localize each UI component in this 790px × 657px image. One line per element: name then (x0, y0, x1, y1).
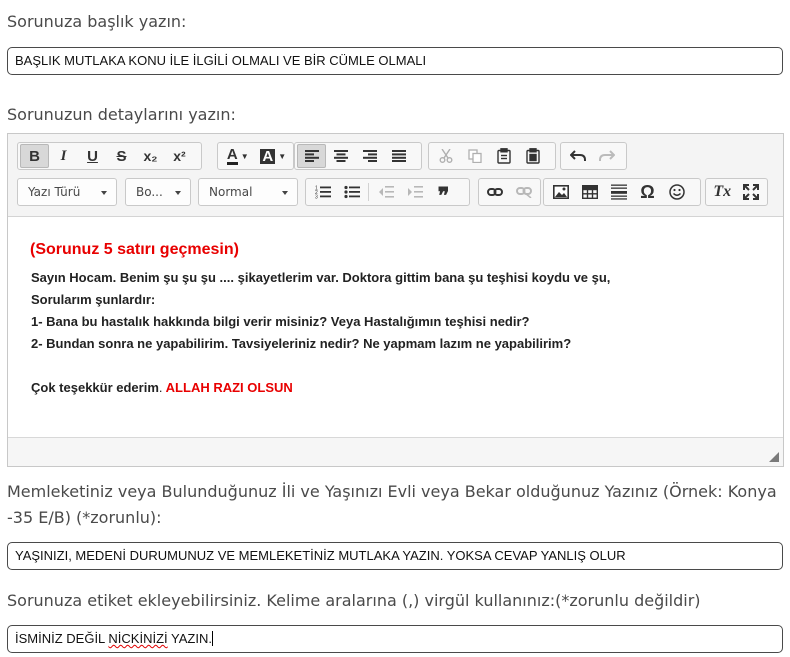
strikethrough-icon: S (116, 147, 127, 165)
font-family-select-value: Yazı Türü (28, 185, 81, 199)
svg-text:3: 3 (314, 194, 318, 199)
cut-button[interactable] (431, 144, 460, 168)
smiley-icon (669, 184, 685, 200)
numbered-list-button[interactable] (308, 180, 337, 204)
clipboard-group (428, 142, 556, 170)
title-input-value: BAŞLIK MUTLAKA KONU İLE İLGİLİ OLMALI VE BİR CÜMLE OLMALI (15, 53, 427, 68)
tags-label: Sorunuza etiket ekleyebilirsiniz. Kelime aralarına (,) virgül kullanınız:(*zorunlu değildir) (7, 591, 701, 610)
tools-group (705, 178, 768, 206)
editor-content-area[interactable] (8, 217, 783, 438)
text-color-button[interactable] (220, 144, 256, 168)
superscript-icon: x² (173, 148, 186, 164)
editor-resize-handle[interactable] (769, 452, 779, 462)
indent-button[interactable] (400, 180, 429, 204)
history-group (560, 142, 627, 170)
chevron-down-icon (175, 191, 181, 195)
details-label: Sorunuzun detaylarını yazın: (7, 105, 236, 124)
undo-icon (570, 150, 586, 162)
redo-icon (599, 150, 615, 162)
image-icon (553, 185, 569, 199)
bold-icon: B (29, 147, 40, 165)
redo-button[interactable] (592, 144, 621, 168)
subscript-button[interactable] (136, 144, 165, 168)
unlink-button[interactable] (510, 180, 539, 204)
link-icon (487, 187, 503, 197)
align-group (294, 142, 422, 170)
align-justify-button[interactable] (384, 144, 413, 168)
editor-thanks-line (31, 380, 293, 395)
basic-styles-group (17, 142, 202, 170)
table-icon (582, 185, 598, 199)
rich-text-editor (7, 133, 784, 467)
location-input-value: YAŞINIZI, MEDENİ DURUMUNUZ VE MEMLEKETİNİZ MUTLAKA YAZIN. YOKSA CEVAP YANLIŞ OLUR (15, 548, 626, 563)
maximize-icon (743, 184, 759, 200)
toolbar-divider (368, 183, 369, 201)
numbered-list-icon (315, 185, 331, 199)
align-left-icon (305, 150, 319, 162)
paste-text-button[interactable] (518, 144, 547, 168)
emoji-button[interactable] (662, 180, 691, 204)
title-label: Sorunuza başlık yazın: (7, 12, 187, 31)
align-left-button[interactable] (297, 144, 326, 168)
chevron-down-icon: ▼ (240, 151, 249, 161)
paste-button[interactable] (489, 144, 518, 168)
special-char-button[interactable] (633, 180, 662, 204)
omega-icon: Ω (640, 181, 655, 202)
horizontal-rule-button[interactable] (604, 180, 633, 204)
bold-button[interactable] (20, 144, 49, 168)
align-center-button[interactable] (326, 144, 355, 168)
clipboard-icon (497, 148, 511, 164)
editor-toolbar (8, 134, 783, 217)
format-select[interactable] (198, 178, 298, 206)
bg-color-button[interactable] (256, 144, 292, 168)
tags-input-prefix: İSMİNİZ DEĞİL (15, 631, 109, 646)
align-right-button[interactable] (355, 144, 384, 168)
text-cursor (212, 631, 213, 646)
undo-button[interactable] (563, 144, 592, 168)
location-input[interactable] (7, 542, 783, 570)
align-justify-icon (392, 150, 406, 162)
editor-heading-text: (Sorunuz 5 satırı geçmesin) (30, 241, 239, 258)
remove-format-button[interactable] (708, 180, 737, 204)
copy-button[interactable] (460, 144, 489, 168)
chevron-down-icon: ▼ (278, 151, 287, 161)
svg-text:1: 1 (314, 185, 318, 192)
clear-format-icon: Tx (713, 183, 732, 200)
format-select-value: Normal (209, 185, 253, 199)
font-family-select[interactable] (17, 178, 117, 206)
link-button[interactable] (481, 180, 510, 204)
italic-button[interactable] (49, 144, 78, 168)
bulleted-list-button[interactable] (337, 180, 366, 204)
quote-icon: ❞ (437, 183, 450, 208)
strikethrough-button[interactable] (107, 144, 136, 168)
maximize-button[interactable] (737, 180, 766, 204)
table-button[interactable] (575, 180, 604, 204)
align-center-icon (334, 150, 348, 162)
copy-icon (468, 149, 482, 163)
insert-group (543, 178, 701, 206)
chevron-down-icon (101, 191, 107, 195)
title-input[interactable] (7, 47, 783, 75)
thanks-text: Çok teşekkür ederim (31, 380, 159, 395)
editor-line-1: Sayın Hocam. Benim şu şu şu .... şikayetlerim var. Doktora gittim bana şu teşhisi koydu ve şu, (31, 270, 611, 285)
scissors-icon (439, 149, 453, 163)
blockquote-button[interactable] (429, 180, 458, 208)
outdent-icon (378, 185, 394, 199)
editor-line-3: 1- Bana bu hastalık hakkında bilgi verir misiniz? Veya Hastalığımın teşhisi nedir? (31, 314, 530, 329)
image-button[interactable] (546, 180, 575, 204)
align-right-icon (363, 150, 377, 162)
horizontal-rule-icon (611, 184, 627, 200)
font-size-select-value: Bo... (136, 185, 163, 199)
list-group (305, 178, 470, 206)
superscript-button[interactable] (165, 144, 194, 168)
blessing-text: ALLAH RAZI OLSUN (165, 380, 293, 395)
link-group (478, 178, 541, 206)
chevron-down-icon (282, 191, 288, 195)
bg-color-icon: A (262, 147, 274, 165)
bulleted-list-icon (344, 185, 360, 199)
outdent-button[interactable] (371, 180, 400, 204)
tags-input-misspelled-word: NİCKİNİZİ (108, 631, 168, 646)
editor-line-4: 2- Bundan sonra ne yapabilirim. Tavsiyeleriniz nedir? Ne yapmam lazım ne yapabilirim? (31, 336, 572, 351)
paste-text-icon (526, 148, 540, 164)
editor-line-2: Sorularım şunlardır: (31, 292, 156, 307)
unlink-icon (516, 186, 532, 198)
indent-icon (407, 185, 423, 199)
underline-button[interactable] (78, 144, 107, 168)
thanks-dot: . (158, 380, 163, 395)
font-size-select[interactable] (125, 178, 191, 206)
svg-text:2: 2 (314, 190, 318, 196)
underline-icon: U (87, 147, 98, 165)
italic-icon: I (60, 147, 67, 164)
tags-input-suffix: YAZIN. (167, 631, 212, 646)
color-group (217, 142, 294, 170)
location-label: Memleketiniz veya Bulunduğunuz İli ve Yaşınızı Evli veya Bekar olduğunuz Yazınız (Örnek: Konya -35 E/B) (*zorunlu): (7, 482, 777, 527)
text-color-icon: A (226, 145, 238, 163)
subscript-icon: x₂ (143, 148, 158, 164)
tags-input[interactable] (7, 625, 783, 653)
